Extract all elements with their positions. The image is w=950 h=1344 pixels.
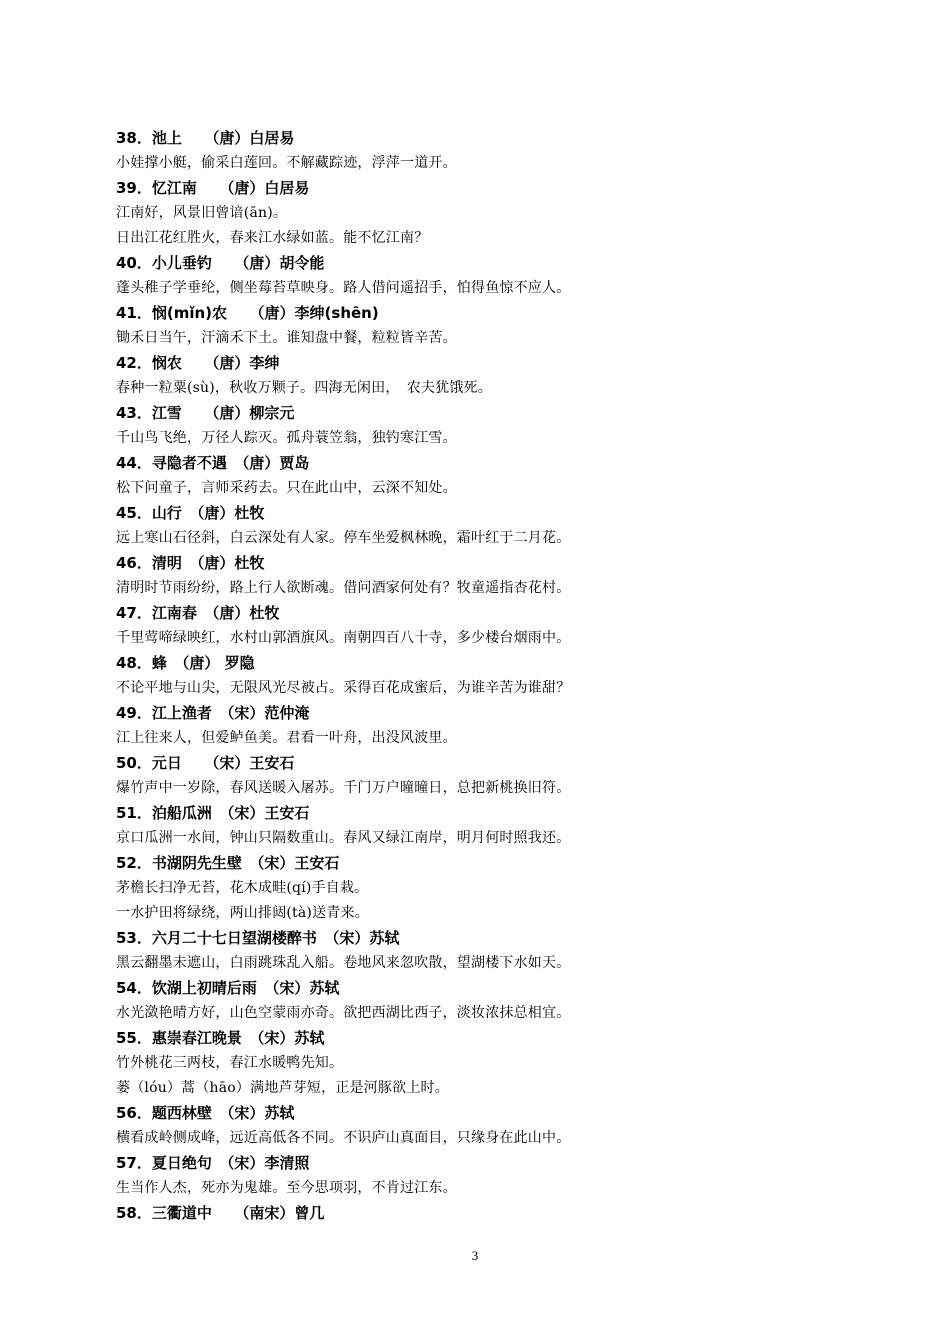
poem-entry	[116, 301, 916, 351]
poem-title: 43．江雪 （唐）柳宗元	[116, 404, 295, 422]
poem-line: 清明时节雨纷纷，路上行人欲断魂。借问酒家何处有？牧童遥指杏花村。	[116, 580, 571, 596]
poem-line: 春种一粒粟(sù)，秋收万颗子。四海无闲田， 农夫犹饿死。	[116, 380, 492, 396]
poem-title: 44．寻隐者不遇 （唐）贾岛	[116, 454, 310, 472]
poem-entry	[116, 926, 916, 976]
poem-entry	[116, 1151, 916, 1201]
poem-entry	[116, 751, 916, 801]
poem-entry	[116, 126, 916, 176]
poem-line: 千山鸟飞绝，万径人踪灭。孤舟蓑笠翁，独钓寒江雪。	[116, 430, 457, 446]
poem-entry	[116, 701, 916, 751]
poem-entry	[116, 176, 916, 251]
poem-title: 51．泊船瓜洲 （宋）王安石	[116, 804, 310, 822]
poem-title: 57．夏日绝句 （宋）李清照	[116, 1154, 310, 1172]
poem-line: 京口瓜洲一水间，钟山只隔数重山。春风又绿江南岸，明月何时照我还。	[116, 830, 571, 846]
poem-line: 蒌（lóu）蒿（hāo）满地芦芽短，正是河豚欲上时。	[116, 1080, 449, 1096]
poem-title: 38．池上 （唐）白居易	[116, 129, 295, 147]
poem-title: 42．悯农 （唐）李绅	[116, 354, 280, 372]
poem-entry	[116, 601, 916, 651]
poem-line: 茅檐长扫净无苔，花木成畦(qí)手自栽。	[116, 880, 369, 896]
poem-title: 58．三衢道中 （南宋）曾几	[116, 1204, 325, 1222]
poem-line: 蓬头稚子学垂纶，侧坐莓苔草映身。路人借问遥招手，怕得鱼惊不应人。	[116, 280, 571, 296]
poem-entry	[116, 1101, 916, 1151]
poem-line: 小娃撑小艇，偷采白莲回。不解藏踪迹，浮萍一道开。	[116, 155, 457, 171]
poem-entry	[116, 501, 916, 551]
poem-entry	[116, 851, 916, 926]
poem-line: 日出江花红胜火，春来江水绿如蓝。能不忆江南？	[116, 230, 429, 246]
poem-title: 53．六月二十七日望湖楼醉书 （宋）苏轼	[116, 929, 400, 947]
poem-title: 39．忆江南 （唐）白居易	[116, 179, 310, 197]
poem-line: 松下问童子，言师采药去。只在此山中，云深不知处。	[116, 480, 457, 496]
poem-title: 47．江南春 （唐）杜牧	[116, 604, 280, 622]
poem-line: 竹外桃花三两枝，春江水暖鸭先知。	[116, 1055, 344, 1071]
poem-entry	[116, 1201, 916, 1226]
poem-line: 生当作人杰，死亦为鬼雄。至今思项羽，不肯过江东。	[116, 1180, 457, 1196]
poem-line: 不论平地与山尖，无限风光尽被占。采得百花成蜜后，为谁辛苦为谁甜？	[116, 680, 571, 696]
poem-line: 江上往来人，但爱鲈鱼美。君看一叶舟，出没风波里。	[116, 730, 457, 746]
poem-title: 41．悯(mǐn)农 （唐）李绅(shēn)	[116, 304, 379, 322]
poem-line: 远上寒山石径斜，白云深处有人家。停车坐爱枫林晚，霜叶红于二月花。	[116, 530, 571, 546]
poem-title: 52．书湖阴先生壁 （宋）王安石	[116, 854, 340, 872]
poem-entry	[116, 976, 916, 1026]
poem-title: 54．饮湖上初晴后雨 （宋）苏轼	[116, 979, 340, 997]
poem-title: 55．惠崇春江晚景 （宋）苏轼	[116, 1029, 325, 1047]
poem-entry	[116, 551, 916, 601]
poem-line: 黑云翻墨未遮山，白雨跳珠乱入船。卷地风来忽吹散，望湖楼下水如天。	[116, 955, 571, 971]
poem-list	[116, 126, 916, 1226]
poem-title: 48．蜂 （唐） 罗隐	[116, 654, 255, 672]
poem-line: 爆竹声中一岁除，春风送暖入屠苏。千门万户曈曈日，总把新桃换旧符。	[116, 780, 571, 796]
poem-entry	[116, 251, 916, 301]
poem-title: 49．江上渔者 （宋）范仲淹	[116, 704, 310, 722]
poem-title: 46．清明 （唐）杜牧	[116, 554, 265, 572]
poem-title: 56．题西林壁 （宋）苏轼	[116, 1104, 295, 1122]
poem-entry	[116, 451, 916, 501]
poem-title: 45．山行 （唐）杜牧	[116, 504, 265, 522]
poem-line: 江南好，风景旧曾谙(ān)。	[116, 205, 288, 221]
poem-title: 50．元日 （宋）王安石	[116, 754, 295, 772]
poem-line: 水光潋艳晴方好，山色空蒙雨亦奇。欲把西湖比西子，淡妆浓抹总相宜。	[116, 1005, 571, 1021]
page-number: 3	[471, 1248, 479, 1263]
poem-line: 千里莺啼绿映红，水村山郭酒旗风。南朝四百八十寺，多少楼台烟雨中。	[116, 630, 571, 646]
poem-title: 40．小儿垂钓 （唐）胡令能	[116, 254, 325, 272]
poem-line: 横看成岭侧成峰，远近高低各不同。不识庐山真面目，只缘身在此山中。	[116, 1130, 571, 1146]
poem-entry	[116, 651, 916, 701]
poem-line: 锄禾日当午，汗滴禾下土。谁知盘中餐，粒粒皆辛苦。	[116, 330, 457, 346]
poem-entry	[116, 351, 916, 401]
poem-entry	[116, 1026, 916, 1101]
poem-entry	[116, 801, 916, 851]
poem-line: 一水护田将绿绕，两山排闼(tà)送青来。	[116, 905, 369, 921]
poem-entry	[116, 401, 916, 451]
